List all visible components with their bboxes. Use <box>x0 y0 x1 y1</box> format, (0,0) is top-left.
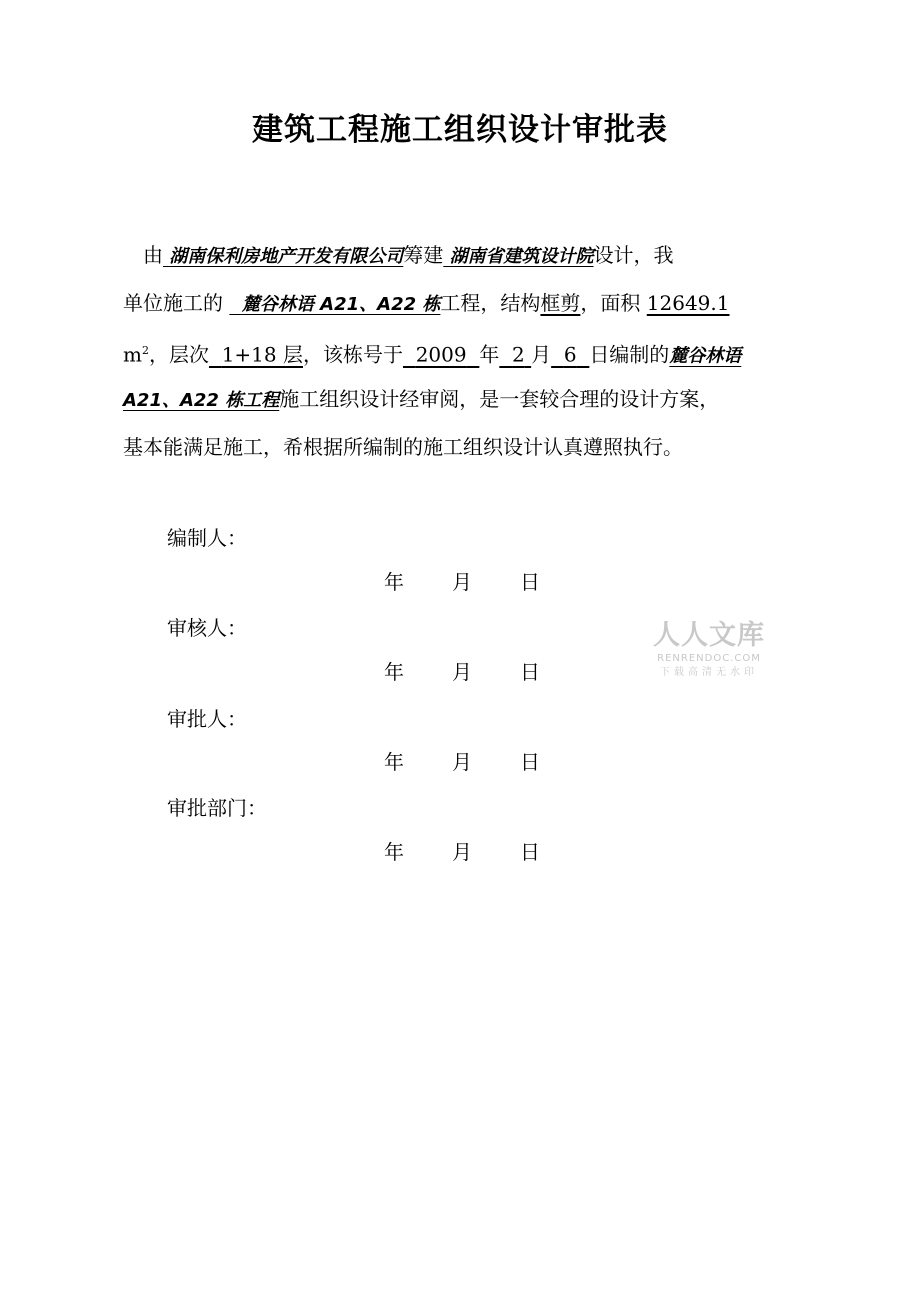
text-fragment: 单位施工的 <box>123 291 223 315</box>
developer-field: 湖南保利房地产开发有限公司 <box>169 246 404 267</box>
signature-department-date <box>384 836 540 865</box>
watermark-main: 人人文库 <box>653 620 765 651</box>
text-fragment: ，该栋号于 <box>302 342 403 367</box>
project-field: 麓谷林语 A21、A22 栋 <box>241 294 441 315</box>
structure-field: 框剪 <box>540 291 581 315</box>
text-fragment: 基本能满足施工，希根据所编制的施工组织设计认真遵照执行。 <box>123 435 683 459</box>
area-field: 12649.1 <box>646 291 730 315</box>
signature-approver-label: 审批人： <box>167 707 247 731</box>
signature-approver-date <box>384 746 540 775</box>
text-fragment: 施工组织设计经审阅，是一套较合理的设计方案， <box>279 387 720 411</box>
watermark <box>646 620 772 680</box>
year-label: 年 <box>384 660 404 684</box>
project-work-field-part1: 麓谷林语 <box>669 345 742 367</box>
day-label: 日 <box>520 570 540 594</box>
watermark-url: RENRENDOC.COM <box>657 653 761 664</box>
year-label: 年 <box>384 840 404 864</box>
text-fragment: 年 <box>479 342 500 367</box>
text-fragment: ，面积 <box>580 291 641 315</box>
month-field: 2 <box>512 342 525 367</box>
signature-reviewer-date <box>384 656 540 685</box>
paragraph-line-1 <box>123 231 828 279</box>
year-label: 年 <box>384 570 404 594</box>
paragraph-line-4 <box>123 375 828 423</box>
day-field: 6 <box>563 342 577 367</box>
paragraph-line-5 <box>123 423 828 471</box>
page-title: 建筑工程施工组织设计审批表 <box>252 112 668 148</box>
month-label: 月 <box>452 570 472 594</box>
year-field: 2009 <box>415 342 467 367</box>
designer-field: 湖南省建筑设计院 <box>449 246 594 267</box>
text-fragment: 月 <box>531 342 552 367</box>
month-label: 月 <box>452 660 472 684</box>
year-label: 年 <box>384 750 404 774</box>
floors-field: 1+18 层 <box>221 342 303 367</box>
text-fragment: 日编制的 <box>589 342 670 367</box>
day-label: 日 <box>520 660 540 684</box>
paragraph-line-3 <box>123 327 828 375</box>
approval-paragraph <box>123 231 828 471</box>
signature-department-label: 审批部门： <box>167 796 267 820</box>
day-label: 日 <box>520 840 540 864</box>
signature-compiler-label: 编制人： <box>167 526 247 550</box>
day-label: 日 <box>520 750 540 774</box>
project-work-field-part2: A21、A22 栋工程 <box>123 390 280 411</box>
text-fragment: 设计，我 <box>593 243 674 267</box>
paragraph-line-2 <box>123 279 828 327</box>
unit-text: m <box>123 342 142 367</box>
month-label: 月 <box>452 750 472 774</box>
signature-compiler-date <box>384 566 540 595</box>
text-fragment: 筹建 <box>403 243 444 267</box>
unit-superscript: 2 <box>141 344 149 357</box>
text-fragment: 工程，结构 <box>440 291 541 315</box>
signature-reviewer-label: 审核人： <box>167 616 247 640</box>
text-fragment: ，层次 <box>148 342 209 367</box>
month-label: 月 <box>452 840 472 864</box>
watermark-subtitle: 下载高清无水印 <box>660 667 758 678</box>
text-fragment: 由 <box>143 243 163 267</box>
